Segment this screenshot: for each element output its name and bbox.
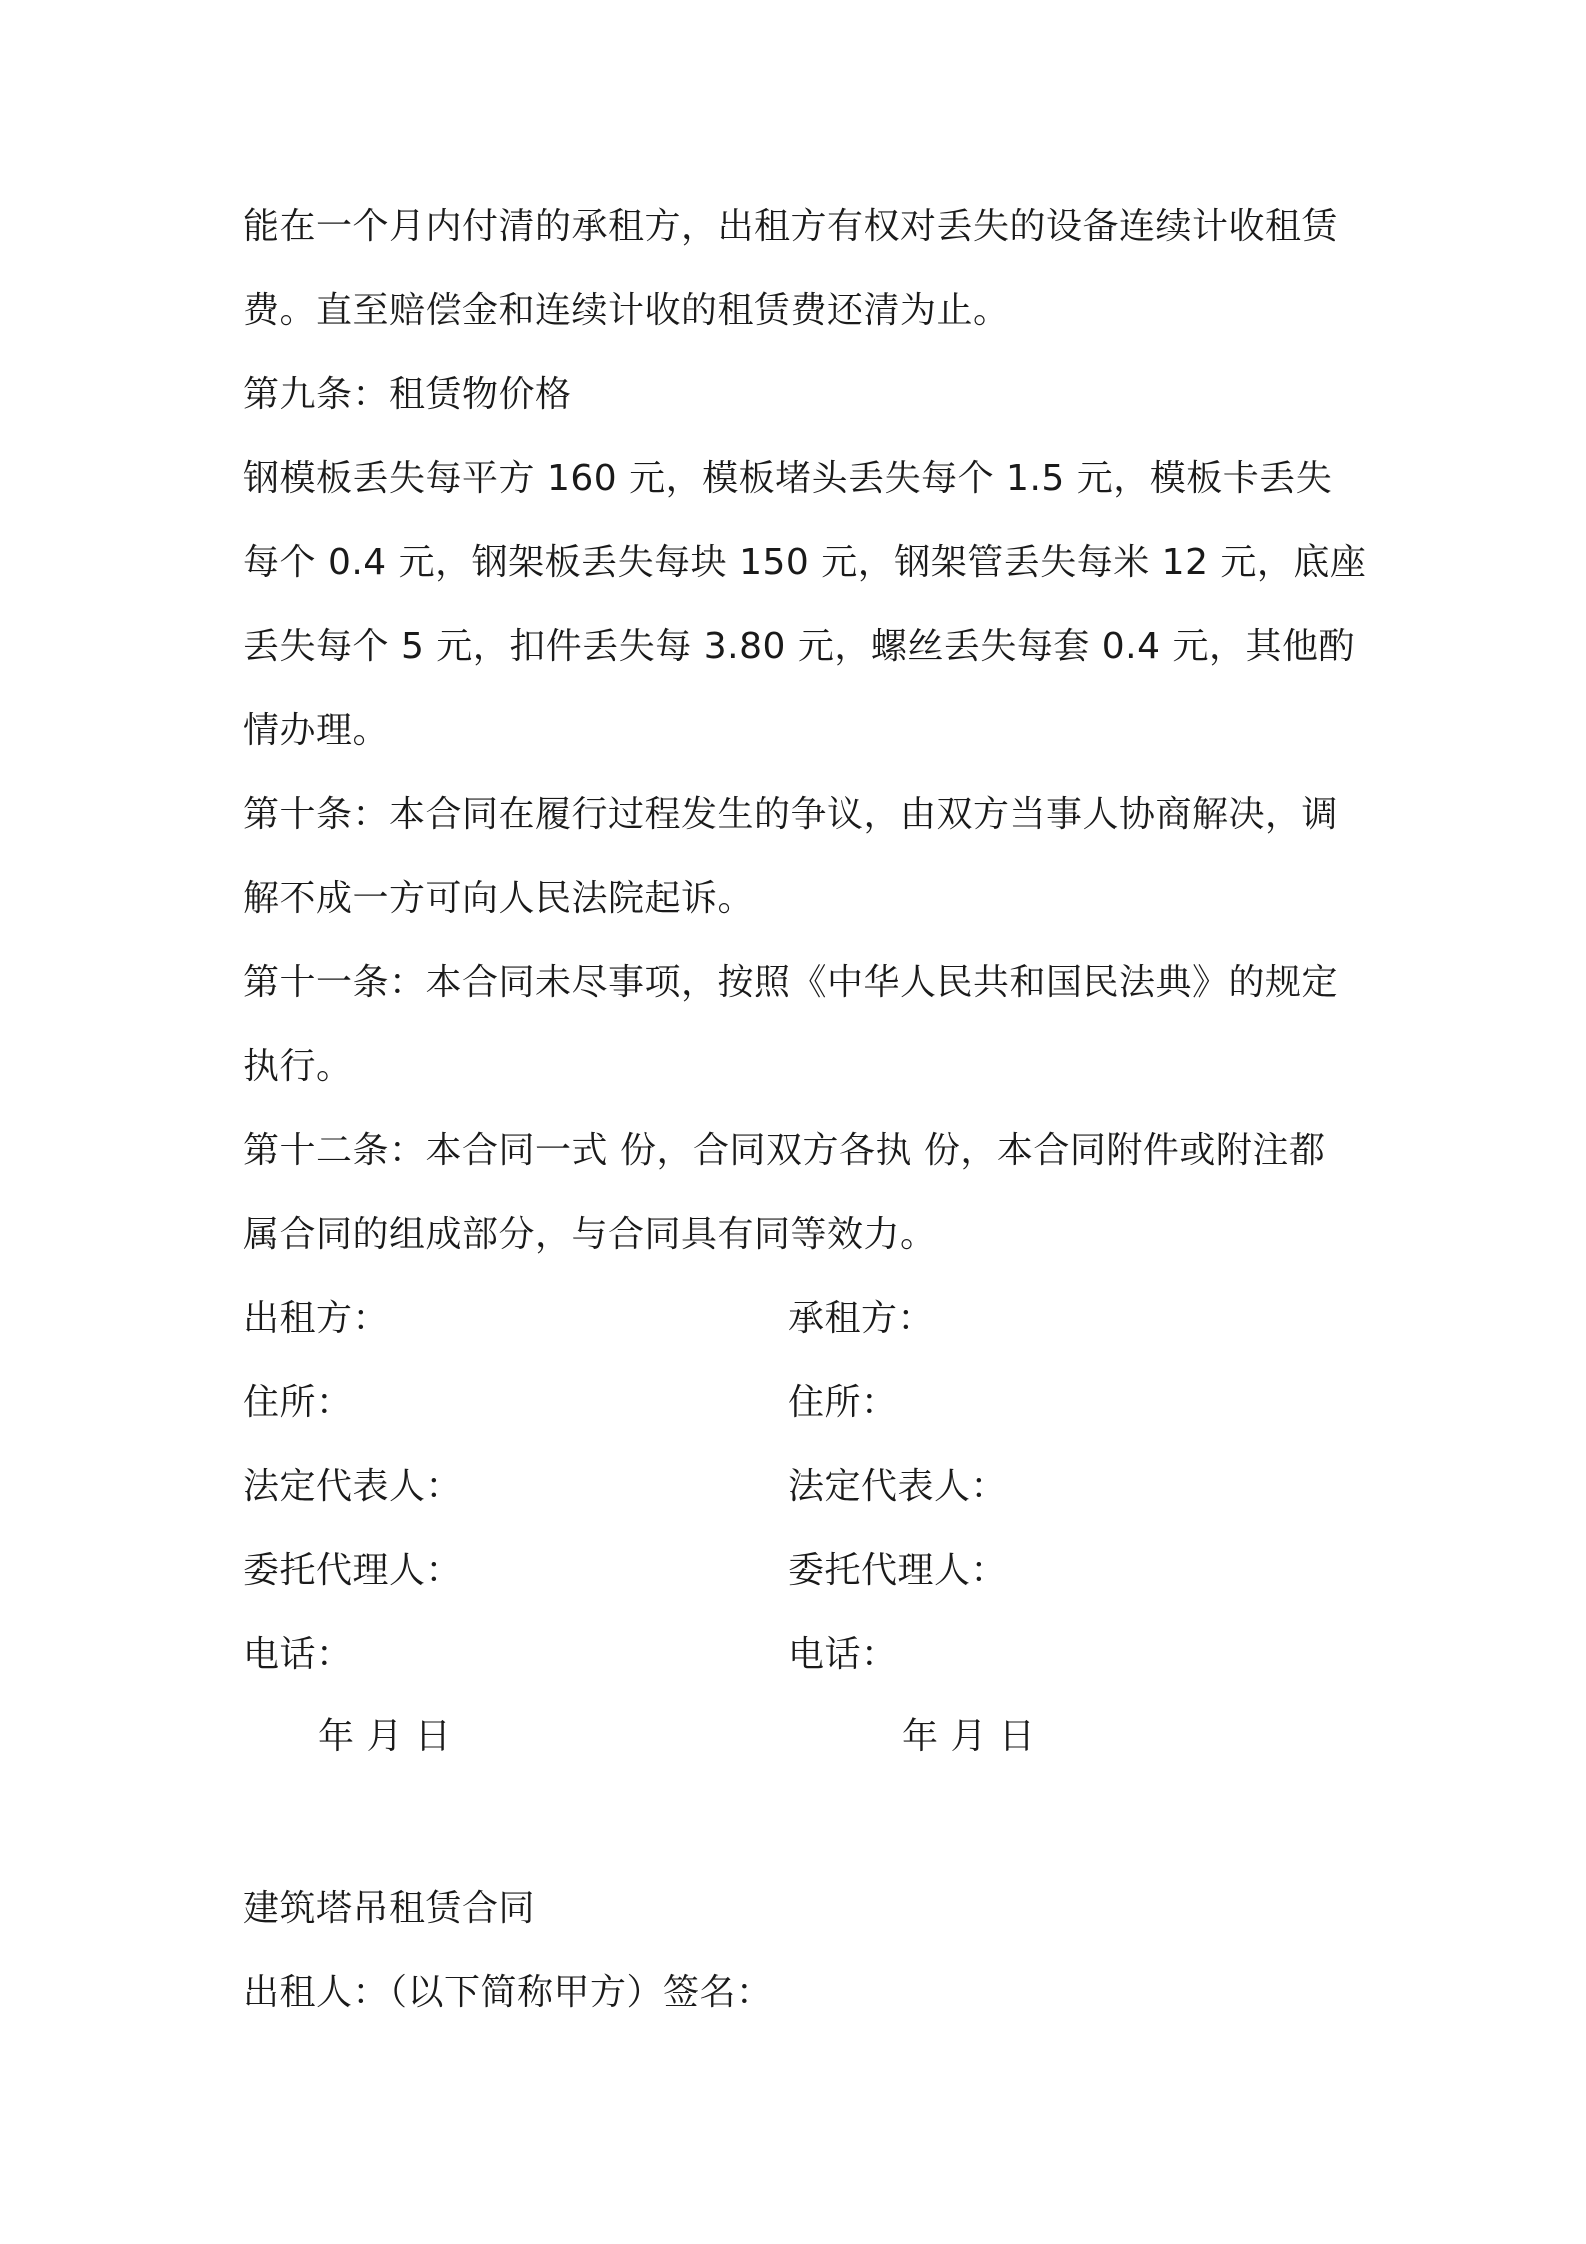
paragraph-line: 解不成一方可向人民法院起诉。: [243, 878, 755, 919]
paragraph-line: 费。直至赔偿金和连续计收的租赁费还清为止。: [243, 290, 1010, 331]
next-contract-title: 建筑塔吊租赁合同: [243, 1888, 536, 1929]
paragraph-line: 能在一个月内付清的承租方，出租方有权对丢失的设备连续计收租赁: [243, 206, 1339, 247]
paragraph-line: 情办理。: [243, 710, 390, 751]
lessee-legal-rep-label: 法定代表人：: [788, 1466, 1008, 1507]
paragraph-line: 执行。: [243, 1046, 353, 1087]
paragraph-line: 第十条：本合同在履行过程发生的争议，由双方当事人协商解决，调: [243, 794, 1339, 835]
lessor-phone-label: 电话：: [243, 1634, 353, 1675]
next-contract-lessor-line: 出租人：（以下简称甲方）签名：: [243, 1972, 773, 2013]
lessee-phone-label: 电话：: [788, 1634, 898, 1675]
lessee-date: 年 月 日: [902, 1716, 1036, 1757]
lessee-label: 承租方：: [788, 1298, 935, 1339]
paragraph-line: 第十二条：本合同一式 份，合同双方各执 份，本合同附件或附注都: [243, 1130, 1326, 1171]
paragraph-line: 钢模板丢失每平方 160 元，模板堵头丢失每个 1.5 元，模板卡丢失: [243, 458, 1333, 499]
paragraph-line: 属合同的组成部分，与合同具有同等效力。: [243, 1214, 937, 1255]
lessor-label: 出租方：: [243, 1298, 390, 1339]
lessor-date: 年 月 日: [318, 1716, 452, 1757]
lessor-agent-label: 委托代理人：: [243, 1550, 463, 1591]
lessor-legal-rep-label: 法定代表人：: [243, 1466, 463, 1507]
paragraph-line: 每个 0.4 元，钢架板丢失每块 150 元，钢架管丢失每米 12 元，底座: [243, 542, 1367, 583]
lessee-agent-label: 委托代理人：: [788, 1550, 1008, 1591]
paragraph-line: 第十一条：本合同未尽事项，按照《中华人民共和国民法典》的规定: [243, 962, 1339, 1003]
paragraph-line: 丢失每个 5 元，扣件丢失每 3.80 元，螺丝丢失每套 0.4 元，其他酌: [243, 626, 1355, 667]
article-heading: 第九条：租赁物价格: [243, 374, 572, 415]
lessee-address-label: 住所：: [788, 1382, 898, 1423]
lessor-address-label: 住所：: [243, 1382, 353, 1423]
